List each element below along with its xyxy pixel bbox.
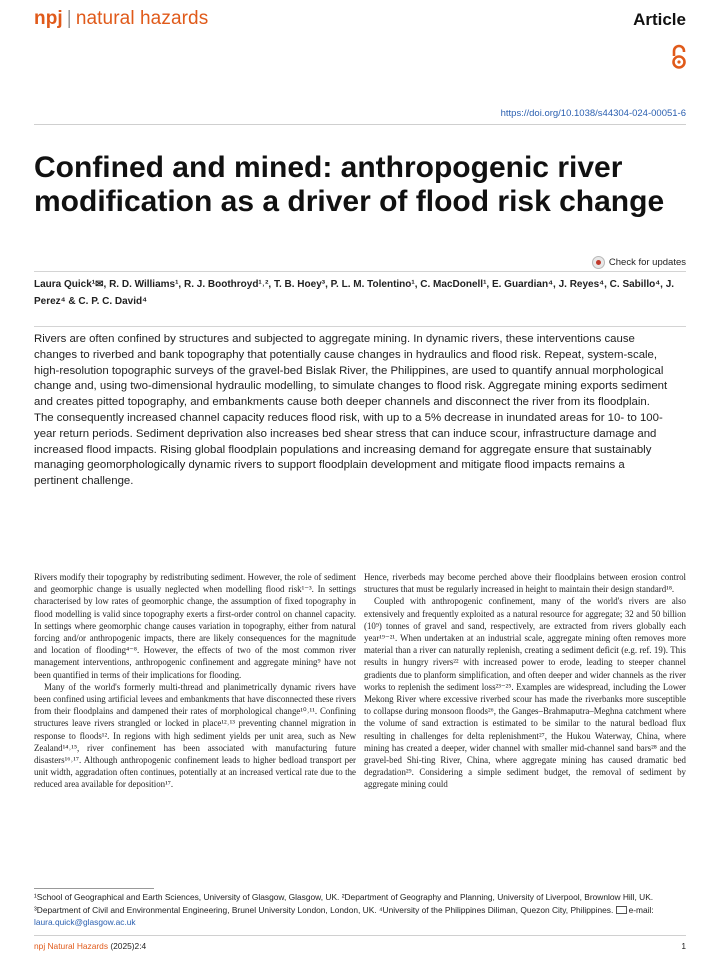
journal-prefix: npj [34,8,63,29]
body-column-left [34,571,356,791]
check-for-updates-button[interactable] [592,256,686,269]
body-paragraph: Hence, riverbeds may become perched above their floodplains between erosion control structures that must be regularly increased in height to maintain their design standard¹⁸. [364,572,686,595]
email-link[interactable]: laura.quick@glasgow.ac.uk [34,917,136,927]
check-for-updates-label: Check for updates [608,257,686,268]
divider [34,326,686,327]
body-paragraph: Many of the world's formerly multi-thread and planimetrically dynamic rivers have been confined using artificial levees and embankments that have disconnected these rivers from their floodplains and dampened their rates of morphological change¹⁰˒¹¹. Confining structures leave rivers strangled or locked in place¹²˒¹³ preventing channel migration in response to floods¹². In regions with high sediment yields per unit area, such as New Zealand¹⁴˒¹⁵, river confinement has been associated with manufacturing future disasters¹⁶˒¹⁷. Although anthropogenic confinement leads to higher bedload transport per unit width, aggradation often continues, potentially at an increased vertical rate due to the reduced area available for deposition¹⁷. [34,681,356,790]
divider [34,124,686,125]
footer-citation [34,941,146,951]
open-access-icon[interactable] [669,44,689,70]
footer-journal: npj Natural Hazards [34,941,109,951]
article-title: Confined and mined: anthropogenic river modification as a driver of flood risk change [34,151,665,219]
body-column-right [364,571,686,791]
article-type-label: Article [633,10,686,29]
journal-name: natural hazards [75,8,209,29]
doi-link[interactable]: https://doi.org/10.1038/s44304-024-00051-6 [500,108,686,119]
body-paragraph: Rivers modify their topography by redistributing sediment. However, the role of sediment and geomorphic change is usually neglected when modelling flood risk¹⁻³. In settings characterised by low rates of geomorphic change, the assumption of fixed topography in flood modelling is valid since topography exerts a first-order control on channel capacity. In settings where geomorphic change causes variation in topography, either from natural forcing and/or anthropogenic impacts, there are likely consequences for the magnitude and location of flooding⁴⁻⁸. However, the effects of two of the most common river management interventions, anthropogenic confinement and aggregate mining⁹ have not been quantified in terms of their implications for flooding. [34,572,356,680]
footer-volume: (2025)2:4 [110,941,147,951]
affiliations [34,891,686,929]
footnote-divider [34,888,154,889]
abstract: Rivers are often confined by structures and subjected to aggregate mining. In dynamic rivers, these interventions cause changes to riverbed and bank topography that potentially cause changes in hydraulics and flood risk. Repeat, system-scale, high-resolution topographic surveys of the gravel-bed Bislak River, the Philippines, are used to quantify annual morphological change and, using two-dimensional hydraulic modelling, to simulate changes to flood risk. Aggregate mining exports sediment and creates pitted topography, and embankments cause both deeper channels and disconnect the river from its floodplain. The consequently increased channel capacity reduces flood risk, with up to a 5% decrease in inundated areas for 10- to 100-year return periods. Sediment deprivation also increases bed shear stress that can induce scour, infrastructure damage and increased flood impacts. Rising global floodplain populations and increasing demand for aggregate ensure that sustainably managing geomorphologically dynamic rivers to support floodplain development and mitigate flood impacts remains a pertinent challenge. [34,333,668,488]
check-for-updates-icon [592,256,605,269]
body-paragraph: Coupled with anthropogenic confinement, many of the world's rivers are also extensively and frequently exploited as a natural resource for aggregate; 32 and 50 billion (10⁹) tonnes of gravel and sand, respectively, are extracted from rivers globally each year¹⁹⁻²¹. When undertaken at an industrial scale, aggregate mining often removes more material than a river can naturally replenish, creating a sediment deficit (e.g. ref. 19). This results in hungry rivers²² with increased power to erode, leading to steeper channel gradients due to planform simplification, and often deeper and wider channels as the river works to replenish the sediment loss²³⁻²⁵. Examples are widespread, including the Lower Mekong River where excessive riverbed scour has made the riverbanks more susceptible to collapse during monsoon floods²⁶, the Ganges–Brahmaputra–Meghna catchment where the volume of sand extraction is estimated to be similar to the natural bedload flux resulting in challenges for delta replenishment²⁷, the Hukou Waterway, China, where mining has created a deeper, wider channel with smaller mid-channel sand bars²⁸ and the gravel-bed Shi-ting River, China, where aggregate mining has caused dramatic bed degradation²⁹. Considering a simple sediment budget, the removal of sediment by aggregate mining could [364,596,686,790]
affiliation-text: ¹School of Geographical and Earth Sciences, University of Glasgow, Glasgow, UK. ²Department of Geography and Planning, University of Liverpool, Brownlow Hill, UK. ³Department of Civil and Environmental Engineering, Brunel University London, London, UK. ⁴University of the Philippines Diliman, Quezon City, Philippines. [34,892,654,915]
email-icon [616,906,627,914]
journal-separator: | [66,8,72,29]
author-list[interactable]: Laura Quick¹✉, R. D. Williams¹, R. J. Boothroyd¹˒², T. B. Hoey³, P. L. M. Tolentino¹, C. MacDonell¹, E. Guardian⁴, J. Reyes⁴, C. Sabillo⁴, J. Perez⁴ & C. P. C. David⁴ [34,279,675,307]
divider [34,271,686,272]
email-label: e-mail: [628,904,654,915]
page-number: 1 [681,941,686,951]
journal-title [34,8,208,30]
divider [34,935,686,936]
